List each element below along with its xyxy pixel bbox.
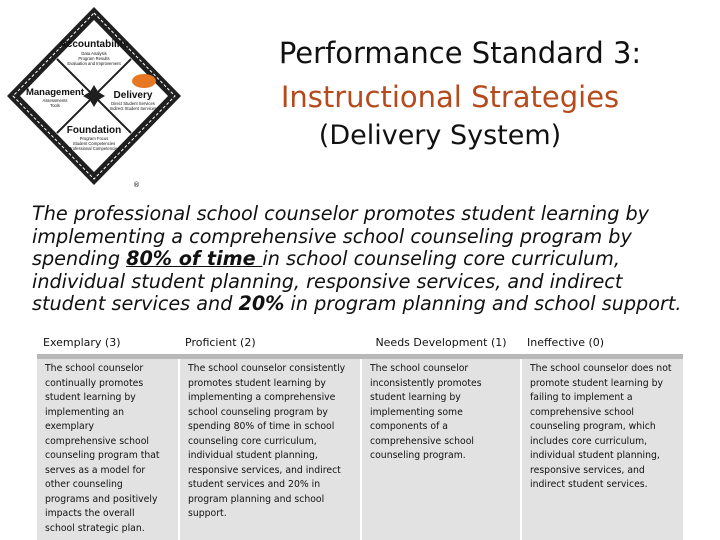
slide-subtitle: Instructional Strategies <box>280 80 620 114</box>
logo-management-label: Management <box>25 87 85 98</box>
rubric-cell-line: other counseling <box>45 479 123 490</box>
rubric-header-row <box>37 330 683 357</box>
logo-delivery-sub: Direct Student Services <box>111 101 155 106</box>
standard-description <box>32 203 720 316</box>
rubric-cell-line: school strategic plan. <box>45 522 145 534</box>
description-line <box>32 293 720 316</box>
rubric-cell-needs-development <box>361 357 521 540</box>
rubric-cell-line: spending 80% of time in school <box>188 421 335 432</box>
rubric-cell-line: individual student planning, <box>530 450 660 461</box>
rubric-cell-line: programs and positively <box>45 493 158 505</box>
rubric-cell-line: The school counselor <box>370 363 469 374</box>
logo-foundation-sub: Professional Competencies <box>68 146 120 151</box>
rubric-cell-line: program planning and school <box>188 493 325 505</box>
rubric-cell-line: student learning by <box>45 392 136 403</box>
rubric-row <box>37 357 683 540</box>
rubric-cell-line: comprehensive school <box>370 435 475 447</box>
registered-mark: ® <box>133 181 140 189</box>
description-emphasis-80: 80% of time <box>126 247 263 270</box>
asca-model-logo <box>5 5 183 187</box>
rubric-cell-exemplary <box>37 357 179 540</box>
logo-management-sub: Assessments <box>42 98 68 103</box>
description-text: in program planning and school support. <box>284 292 682 315</box>
rubric-header: Needs Development (1) <box>361 330 521 357</box>
description-line <box>32 248 720 271</box>
description-line: The professional school counselor promotes student learning by <box>32 202 650 225</box>
rubric-cell-line: implementing an <box>45 406 125 418</box>
rubric-cell-line: counseling core curriculum, <box>188 435 317 447</box>
rubric-cell-ineffective <box>521 357 683 540</box>
rubric-header: Exemplary (3) <box>37 330 179 357</box>
logo-foundation-label: Foundation <box>66 125 122 136</box>
rubric-header: Ineffective (0) <box>521 330 683 357</box>
logo-foundation-sub: Student Competencies <box>72 141 116 146</box>
rubric-cell-line: inconsistently promotes <box>370 377 482 389</box>
rubric-cell-line: includes core curriculum, <box>530 435 648 447</box>
rubric-cell-line: The school counselor consistently <box>188 363 346 374</box>
rubric-cell-line: student learning by <box>370 392 461 403</box>
rubric-cell-proficient <box>179 357 361 540</box>
rubric-cell-line: school counseling program by <box>188 406 328 418</box>
rubric-cell-line: implementing some <box>370 406 463 418</box>
logo-accountability-sub: Data Analysis <box>81 51 107 56</box>
description-line: implementing a comprehensive school counseling program by <box>32 224 632 248</box>
description-text: student services and <box>32 292 239 315</box>
rubric-cell-line: comprehensive school <box>530 406 635 418</box>
rubric-cell-line: promotes student learning by <box>188 377 326 389</box>
logo-accountability-label: Accountability <box>59 39 129 50</box>
logo-diamond-graphic <box>5 5 183 187</box>
logo-management-sub: Tools <box>50 103 60 108</box>
slide-title: Performance Standard 3: <box>278 36 642 70</box>
rubric-cell-line: comprehensive school <box>45 435 150 447</box>
description-text: in school counseling core curriculum, <box>262 247 620 270</box>
slide-subtitle-parenthetical: (Delivery System) <box>318 120 562 151</box>
description-line: individual student planning, responsive services, and indirect <box>32 269 623 293</box>
description-text: spending <box>32 247 127 270</box>
rubric-cell-line: individual student planning, <box>188 450 318 461</box>
rubric-cell-line: indirect student services. <box>530 479 648 490</box>
rubric-cell-line: failing to implement a <box>530 392 633 403</box>
rubric-cell-line: support. <box>188 508 227 519</box>
rubric-header: Proficient (2) <box>179 330 361 357</box>
description-emphasis-20: 20% <box>238 292 285 315</box>
logo-foundation-sub: Program Focus <box>79 136 109 141</box>
rubric-cell-line: counseling program. <box>370 450 466 461</box>
rubric-cell-line: responsive services, and indirect <box>188 464 341 476</box>
rubric-table <box>37 330 683 540</box>
logo-delivery-sub: Indirect Student Services <box>109 106 157 111</box>
rubric-cell-line: exemplary <box>45 421 95 432</box>
rubric-cell-line: student services and 20% in <box>188 479 321 490</box>
rubric-cell-line: counseling program that <box>45 450 160 461</box>
logo-accountability-sub: Program Results <box>78 56 110 61</box>
rubric-cell-line: The school counselor <box>45 363 144 374</box>
logo-accountability-sub: Evaluation and Improvement <box>67 61 121 66</box>
logo-delivery-label: Delivery <box>113 90 153 101</box>
rubric-cell-line: responsive services, and <box>530 464 645 476</box>
rubric-cell-line: The school counselor does not <box>530 363 672 374</box>
rubric-cell-line: serves as a model for <box>45 464 146 476</box>
rubric-cell-line: impacts the overall <box>45 508 135 519</box>
rubric-cell-line: counseling program, which <box>530 421 656 432</box>
rubric-cell-line: implementing a comprehensive <box>188 392 336 403</box>
rubric-cell-line: continually promotes <box>45 377 144 389</box>
rubric-cell-line: promote student learning by <box>530 377 664 389</box>
rubric-cell-line: components of a <box>370 421 449 432</box>
